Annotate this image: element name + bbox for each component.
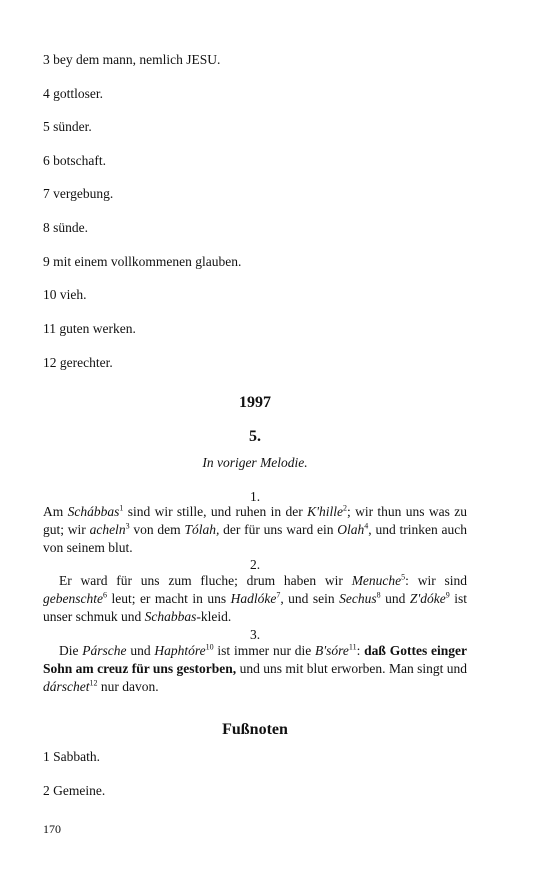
hebrew-word: B'sóre <box>315 643 349 658</box>
hebrew-word: gebenschte <box>43 591 103 606</box>
hebrew-word: Tólah, <box>184 522 220 537</box>
hebrew-word: acheln <box>89 522 126 537</box>
verse-2-text: Er ward für uns zum fluche; drum haben wir Menuche$^5$: wir sind gebenschte$^6$ leut; er macht in uns Hadlóke$^7$, und sein Sechus$^8$ und Z'dóke$^9$ ist unser schmuk und Schabbas-kleid. <box>43 572 468 624</box>
footnote-ref: 6 <box>102 590 107 600</box>
footnote-line: 11 guten werken. <box>43 321 136 336</box>
footnote-line: 9 mit einem vollkommenen glauben. <box>43 254 242 269</box>
verse-1-text: Am Schábbas$^1$ sind wir stille, und ruhen in der K'hille$^2$; wir thun uns was zu gut; wir acheln$^3$ von dem Tólah, der für uns ward ein Olah$^4$, und trinken auch von seinem blut. <box>43 503 467 555</box>
footnote-ref: 1 <box>119 503 124 513</box>
footnote-line: 4 gottloser. <box>43 86 103 101</box>
hebrew-word: K'hille <box>307 504 343 519</box>
footnote-line: 7 vergebung. <box>43 186 114 201</box>
hebrew-word: Sechus <box>339 591 377 606</box>
footnote-ref: 11 <box>348 642 357 652</box>
hebrew-word: Schabbas <box>144 609 197 624</box>
footnote-line: 8 sünde. <box>43 220 88 235</box>
page-number: 170 <box>43 822 61 836</box>
footnote-line: 6 botschaft. <box>43 153 106 168</box>
document-page <box>43 0 467 880</box>
verse-number: 1. <box>249 489 261 504</box>
hebrew-word: dárschet <box>43 679 90 694</box>
footnote-ref: 7 <box>276 590 281 600</box>
footnote-ref: 2 <box>342 503 347 513</box>
hebrew-word: Haphtóre <box>154 643 206 658</box>
verse-number: 2. <box>249 557 261 572</box>
footnote-ref: 8 <box>376 590 381 600</box>
footnote-line: 3 bey dem mann, nemlich JESU. <box>43 52 221 67</box>
hebrew-word: Pársche <box>82 643 127 658</box>
footnote-line: 1 Sabbath. <box>43 749 100 764</box>
hebrew-word: Hadlóke <box>230 591 277 606</box>
verse-number: 3. <box>249 627 261 642</box>
verse-3-text: Die Pársche und Haphtóre$^{10}$ ist immer nur die B'sóre$^{11}$: daß Gottes einger Sohn am creuz für uns gestorben, und uns mit blut erworben. Man singt und dárschet$^{12}$ nur davon. <box>43 642 468 694</box>
footnote-ref: 12 <box>89 678 98 688</box>
hebrew-word: Z'dóke <box>409 591 446 606</box>
footnote-line: 2 Gemeine. <box>43 783 106 798</box>
emphasis-text: daß Gottes einger Sohn am creuz für uns gestorben, <box>43 643 467 676</box>
song-number: 5. <box>249 428 261 445</box>
song-melody: In voriger Melodie. <box>202 455 308 470</box>
footnotes-heading: Fußnoten <box>222 721 288 738</box>
footnote-ref: 4 <box>364 521 369 531</box>
footnote-line: 12 gerechter. <box>43 355 113 370</box>
footnote-ref: 5 <box>401 572 406 582</box>
hebrew-word: Schábbas <box>67 504 120 519</box>
hebrew-word: Menuche <box>351 573 402 588</box>
song-year: 1997 <box>239 394 271 411</box>
footnote-ref: 10 <box>205 642 214 652</box>
footnote-line: 10 vieh. <box>43 287 87 302</box>
footnote-ref: 9 <box>445 590 450 600</box>
hebrew-word: Olah <box>337 522 365 537</box>
footnote-line: 5 sünder. <box>43 119 92 134</box>
footnote-ref: 3 <box>125 521 130 531</box>
